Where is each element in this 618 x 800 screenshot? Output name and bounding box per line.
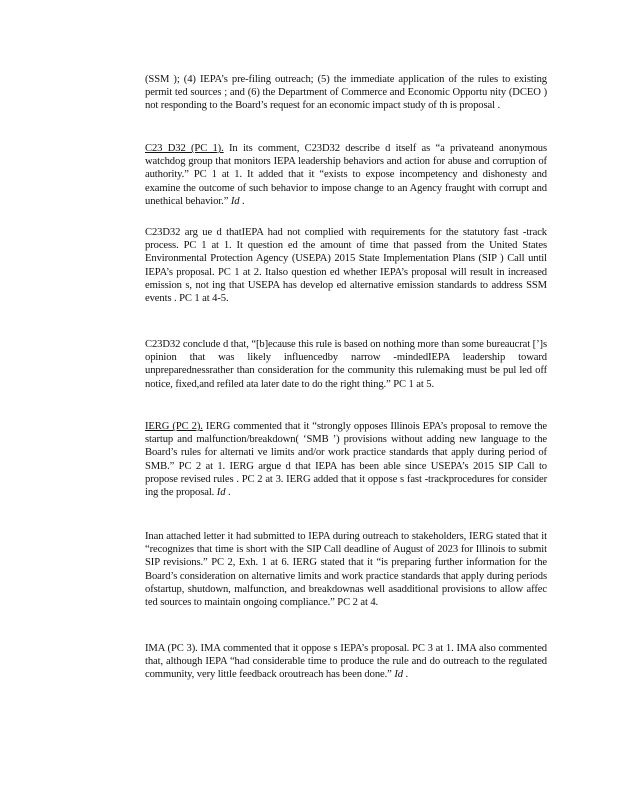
paragraph-text: (SSM ); (4) IEPA’s pre-filing outreach; (5) the immediate application of the rules to existing permit ted sources ; and (6) the Department of Commerce and Economic Opportu nity (DCEO ) not responding to the Board’s request for an economic impact study of th is proposal .	[145, 74, 547, 112]
citation-end: .	[239, 195, 245, 207]
citation-id: Id	[230, 195, 240, 207]
paragraph-body: IERG commented that it “strongly opposes Illinois EPA’s proposal to remove the startup and malfunction/breakdown( ‘SMB ’) provisions without adding new language to the Board’s rules for alternati ve limits and/or work practice standards that apply during period of SMB.” PC 2 at 1. IERG argue d that IEPA has been able since USEPA’s 2015 SIP Call to propose revised rules . PC 2 at 3. IERG added that it oppose s fast -trackprocedures for consider ing the proposal.	[145, 421, 547, 499]
paragraph-ssm-concerns	[145, 73, 547, 113]
paragraph-text: Inan attached letter it had submitted to IEPA during outreach to stakeholders, IERG stated that it “recognizes that time is short with the SIP Call deadline of August of 2023 for Illinois to submit SIP revisions.” PC 2, Exh. 1 at 6. IERG stated that it “is preparing further information for the Board’s consideration on alternative limits and work practice standards that apply during periods ofstartup, shutdown, malfunction, and breakdownas well asadditional provisions to allow affec ted sources to maintain ongoing compliance.” PC 2 at 4.	[145, 531, 547, 609]
paragraph-text	[145, 420, 547, 499]
citation-end: .	[225, 487, 231, 499]
paragraph-ierg-comment	[145, 420, 547, 499]
paragraph-text: C23D32 arg ue d thatIEPA had not complied with requirements for the statutory fast -track process. PC 1 at 1. It question ed the amount of time that passed from the United States Environmental Protection Agency (USEPA) 2015 State Implementation Plans (SIP ) Call until IEPA’s proposal. PC 1 at 2. Italso question ed whether IEPA’s proposal will result in increased emission s, not ing that USEPA has develop ed alternative emission standards to address SSM events . PC 1 at 4-5.	[145, 227, 547, 305]
paragraph-text: C23D32 conclude d that, “[b]ecause this rule is based on nothing more than some bureaucrat [’]s opinion that was likely influencedby narrow -mindedIEPA leadership toward unpreparednessrather than consideration for the community this rulemaking must be pul led off notice, fixed,and refiled ata later date to do the right thing.” PC 1 at 5.	[145, 339, 547, 390]
citation-id: Id	[394, 669, 403, 681]
commenter-heading-ierg: IERG (PC 2).	[145, 421, 203, 432]
paragraph-ierg-letter	[145, 530, 547, 609]
paragraph-c23d32-conclusion	[145, 338, 547, 391]
paragraph-c23d32-intro	[145, 142, 547, 208]
paragraph-text	[145, 142, 547, 208]
commenter-heading-c23d32: C23 D32 (PC 1).	[145, 143, 224, 154]
paragraph-c23d32-arguments	[145, 226, 547, 305]
paragraph-body: IMA (PC 3). IMA commented that it oppose s IEPA’s proposal. PC 3 at 1. IMA also commented that, although IEPA “had considerable time to produce the rule and do outreach to the regulated community, very little feedback oroutreach has been done.”	[145, 643, 547, 681]
citation-id: Id	[216, 487, 226, 499]
paragraph-text	[145, 642, 547, 682]
paragraph-body: In its comment, C23D32 describe d itself as “a privateand anonymous watchdog group that monitors IEPA leadership behaviors and action for abuse and corruption of authority.” PC 1 at 1. It added that it “exists to expose incompetency and dishonesty and examine the outcome of such behavior to impose change to an Agency fraught with corrupt and unethical behavior.”	[145, 143, 547, 207]
paragraph-ima-comment	[145, 642, 547, 682]
citation-end: .	[402, 669, 409, 681]
